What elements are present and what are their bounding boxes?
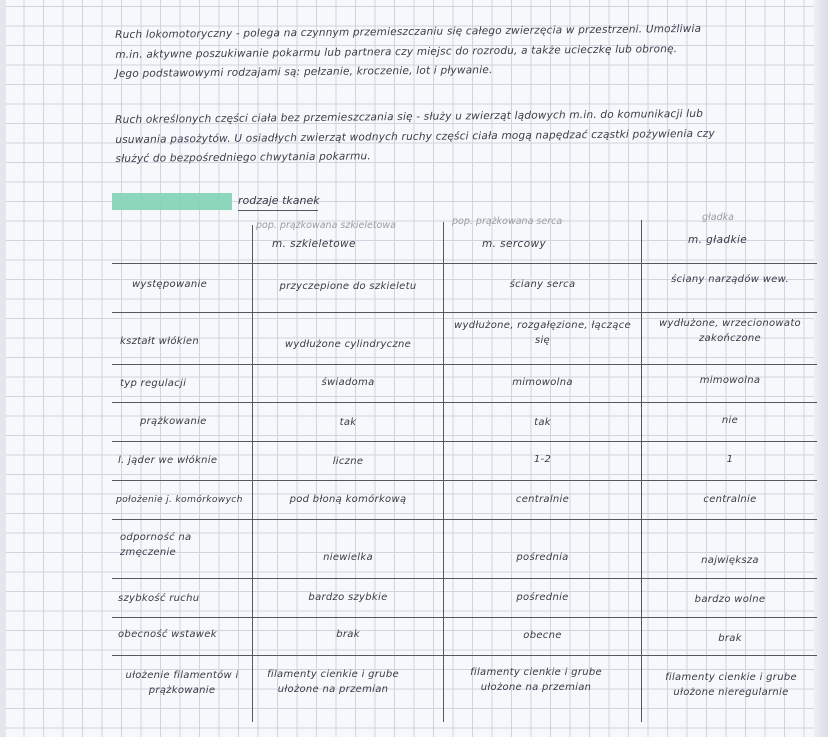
table-cell: wydłużone, wrzecionowato zakończone bbox=[659, 318, 801, 344]
row-label: l. jąder we włóknie bbox=[118, 455, 218, 466]
intro-line: Jego podstawowymi rodzajami są: pełzanie, kroczenie, lot i pływanie. bbox=[115, 64, 493, 80]
row-label: typ regulacji bbox=[120, 378, 187, 389]
highlighter-mark bbox=[112, 193, 232, 210]
table-cell: wydłużone cylindryczne bbox=[284, 339, 412, 350]
intro-paragraph-locomotion bbox=[115, 19, 756, 84]
table-cell: brak bbox=[336, 629, 360, 640]
table-cell: filamenty cienkie i grube ułożone nieregularnie bbox=[665, 672, 797, 698]
table-rule bbox=[112, 364, 817, 365]
title-underline bbox=[238, 210, 318, 211]
row-label: prążkowanie bbox=[140, 416, 207, 427]
row-label: kształt włókien bbox=[120, 336, 199, 347]
col-1-header: m. szkieletowe bbox=[272, 238, 356, 250]
table-cell: 1-2 bbox=[533, 454, 552, 465]
col-1-subtitle: pop. prążkowana szkieletowa bbox=[256, 220, 396, 231]
table-cell: mimowolna bbox=[699, 375, 761, 386]
table-rule bbox=[112, 402, 817, 403]
table-cell: nie bbox=[721, 415, 739, 426]
intro-line: usuwania pasożytów. U osiadłych zwierząt wodnych ruchy części ciała mogą napędzać cząstki pożywienia czy bbox=[115, 127, 715, 146]
table-rule bbox=[112, 578, 817, 579]
table-column-divider bbox=[443, 222, 444, 722]
table-cell: tak bbox=[534, 417, 551, 428]
table-cell: pośrednia bbox=[516, 552, 569, 563]
table-cell: bardzo szybkie bbox=[308, 592, 388, 603]
table-cell: ściany narządów wew. bbox=[671, 274, 789, 285]
table-column-divider bbox=[641, 220, 642, 722]
table-rule bbox=[112, 480, 817, 481]
table-cell: bardzo wolne bbox=[694, 594, 766, 605]
table-cell: świadoma bbox=[321, 377, 375, 388]
col-3-subtitle: gładka bbox=[702, 212, 734, 223]
table-cell: tak bbox=[339, 417, 357, 428]
table-rule bbox=[112, 655, 817, 656]
row-label: obecność wstawek bbox=[118, 629, 217, 640]
table-cell: ściany serca bbox=[509, 279, 576, 290]
table-cell: centralnie bbox=[703, 494, 757, 505]
row-label: występowanie bbox=[132, 279, 208, 290]
table-cell: centralnie bbox=[515, 494, 570, 505]
intro-paragraph-body-parts bbox=[115, 104, 766, 169]
col-3-header: m. gładkie bbox=[688, 234, 748, 246]
intro-line: m.in. aktywne poszukiwanie pokarmu lub partnera czy miejsc do rozrodu, a także ucieczkę lub obronę. bbox=[115, 42, 678, 61]
table-cell: filamenty cienkie i grube ułożone na przemian bbox=[470, 667, 602, 693]
row-label: szybkość ruchu bbox=[118, 593, 200, 604]
intro-line: Ruch określonych części ciała bez przemieszczania się - służy u zwierząt lądowych m.in. do komunikacji lub bbox=[115, 107, 704, 126]
col-2-header: m. sercowy bbox=[482, 238, 547, 250]
table-cell: filamenty cienkie i grube ułożone na przemian bbox=[267, 669, 399, 695]
table-rule bbox=[112, 312, 817, 313]
row-label: odporność na zmęczenie bbox=[120, 532, 192, 558]
row-label: położenie j. komórkowych bbox=[116, 494, 243, 505]
table-cell: niewielka bbox=[323, 552, 373, 563]
table-rule bbox=[112, 263, 817, 264]
table-cell: największa bbox=[701, 555, 759, 566]
table-cell: mimowolna bbox=[512, 377, 573, 388]
table-rule bbox=[112, 617, 817, 618]
page-right-edge bbox=[814, 0, 828, 737]
intro-line: służyć do bezpośredniego chwytania pokarmu. bbox=[115, 150, 371, 165]
page-left-edge bbox=[0, 0, 6, 737]
table-cell: pośrednie bbox=[516, 592, 569, 603]
table-cell: wydłużone, rozgałęzione, łączące się bbox=[454, 320, 631, 346]
table-cell: pod błoną komórkową bbox=[289, 494, 407, 505]
table-cell: obecne bbox=[523, 630, 562, 641]
table-cell: 1 bbox=[726, 454, 734, 465]
row-label: ułożenie filamentów i prążkowanie bbox=[125, 670, 239, 696]
table-rule bbox=[112, 519, 817, 520]
table-column-divider bbox=[252, 225, 253, 722]
col-2-subtitle: pop. prążkowana serca bbox=[452, 216, 563, 227]
table-title: rodzaje tkanek bbox=[238, 194, 320, 207]
table-rule bbox=[112, 441, 817, 442]
table-cell: przyczepione do szkieletu bbox=[279, 281, 417, 292]
table-cell: liczne bbox=[332, 456, 364, 467]
table-cell: brak bbox=[718, 633, 742, 644]
intro-line: Ruch lokomotoryczny - polega na czynnym przemieszczaniu się całego zwierzęcia w przestrzeni. Umożliwia bbox=[115, 22, 702, 41]
